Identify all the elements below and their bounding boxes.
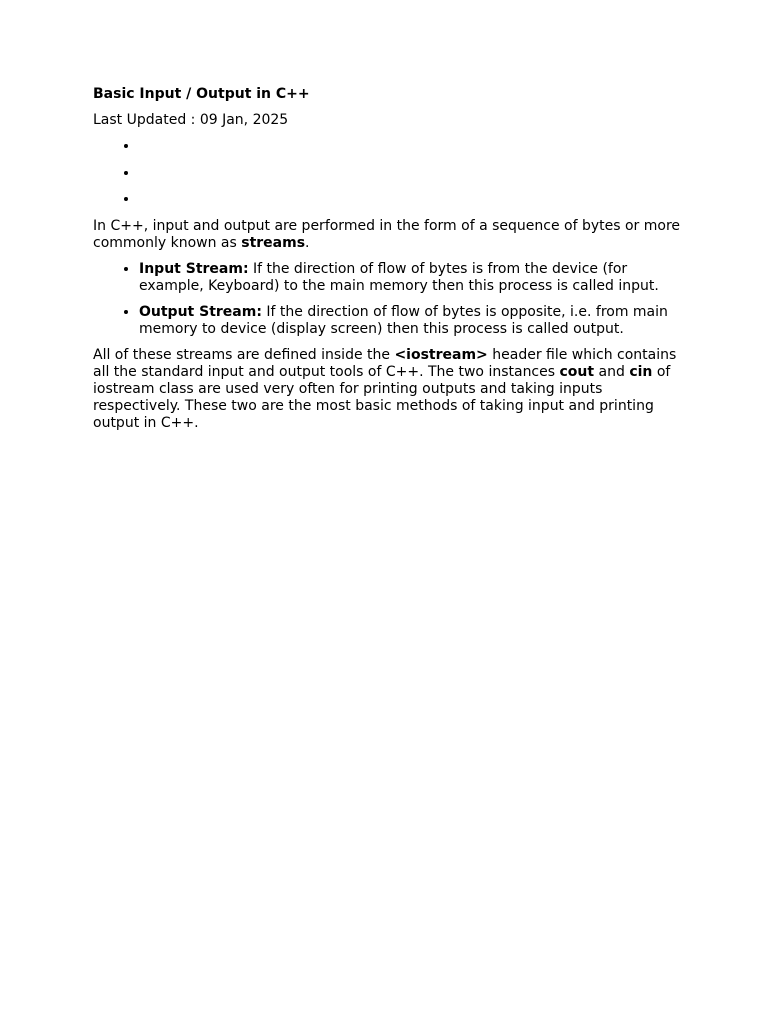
intro-paragraph [93, 218, 683, 252]
closing-paragraph [93, 347, 683, 432]
closing-text-4: of iostream class are used very often for printing outputs and taking inputs respectively. These two are the most basic methods of taking input and printing output in C++. [93, 363, 671, 431]
closing-text-2: header file which contains all the standard input and output tools of C++. The two instances [93, 346, 677, 380]
output-stream-term: Output Stream: [139, 303, 262, 320]
article-content [93, 86, 683, 441]
intro-text: In C++, input and output are performed in the form of a sequence of bytes or more commonly known as [93, 217, 681, 251]
last-updated-text: Last Updated : 09 Jan, 2025 [93, 112, 289, 128]
empty-bullet-list [93, 138, 683, 208]
cout-term: cout [559, 363, 595, 380]
stream-types-list [93, 261, 683, 338]
list-item-output-stream [139, 304, 683, 338]
cin-term: cin [629, 363, 653, 380]
list-item-input-stream [139, 261, 683, 295]
article-title: Basic Input / Output in C++ [93, 86, 310, 102]
output-stream-description: If the direction of flow of bytes is opposite, i.e. from main memory to device (display screen) then this process is called output. [139, 303, 668, 337]
input-stream-term: Input Stream: [139, 260, 249, 277]
input-stream-description: If the direction of flow of bytes is from the device (for example, Keyboard) to the main memory then this process is called input. [139, 260, 659, 294]
intro-period: . [305, 234, 310, 251]
empty-list-item [139, 165, 683, 182]
streams-term: streams [241, 234, 306, 251]
closing-text-3: and [594, 363, 630, 380]
iostream-header-name: <iostream> [394, 346, 488, 363]
empty-list-item [139, 191, 683, 208]
empty-list-item [139, 138, 683, 155]
closing-text-1: All of these streams are defined inside the [93, 346, 395, 363]
